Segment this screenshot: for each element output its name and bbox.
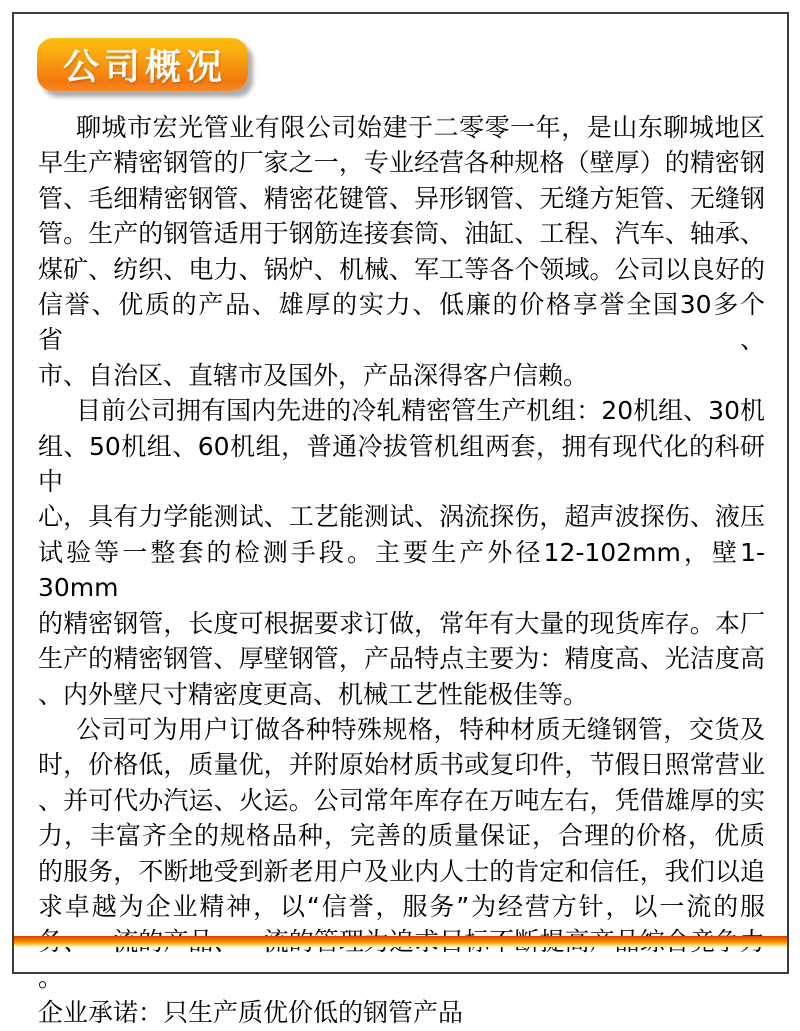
text-line: 力，丰富齐全的规格品种，完善的质量保证，合理的价格，优质 [38,821,765,851]
text-line: 组、50机组、60机组，普通冷拔管机组两套，拥有现代化的科研中 [38,431,765,497]
text-line: 早生产精密钢管的厂家之一，专业经营各种规格（壁厚）的精密钢 [38,148,765,178]
text-line: 时，价格低，质量优，并附原始材质书或复印件，节假日照常营业 [38,750,765,780]
text-line: 的精密钢管，长度可根据要求订做，常年有大量的现货库存。本厂 [38,608,765,638]
text-line: 煤矿、纺织、电力、锅炉、机械、军工等各个领域。公司以良好的 [38,254,765,284]
page-frame [12,12,789,1028]
promise-line: 企业承诺：只生产质优价低的钢管产品 [38,998,464,1028]
text-line: 管。生产的钢管适用于钢筋连接套筒、油缸、工程、汽车、轴承、 [38,219,765,249]
text-line: 管、毛细精密钢管、精密花键管、异形钢管、无缝方矩管、无缝钢 [38,183,765,213]
text-line: 试验等一整套的检测手段。主要生产外径12-102mm，壁1-30mm [38,537,765,603]
section-title: 公司概况 [62,47,227,88]
company-profile-text [38,110,765,1031]
bottom-divider-bar [14,936,787,947]
text-line: 求卓越为企业精神，以“信誉，服务”为经营方针，以一流的服 [38,891,765,921]
text-line: 公司可为用户订做各种特殊规格，特种材质无缝钢管，交货及 [76,714,765,744]
text-line: 、并可代办汽运、火运。公司常年库存在万吨左右，凭借雄厚的实 [38,785,765,815]
section-header-badge [37,38,248,91]
text-line: 。 [38,962,64,992]
text-line: 聊城市宏光管业有限公司始建于二零零一年，是山东聊城地区 [76,113,765,142]
text-line: 、内外壁尺寸精密度更高、机械工艺性能极佳等。 [38,679,589,709]
text-line: 目前公司拥有国内先进的冷轧精密管生产机组：20机组、30机 [76,396,765,426]
text-line: 心，具有力学能测试、工艺能测试、涡流探伤，超声波探伤、液压 [38,502,765,532]
text-line: 市、自治区、直辖市及国外，产品深得客户信赖。 [38,360,589,390]
text-line: 生产的精密钢管、厚壁钢管，产品特点主要为：精度高、光洁度高 [38,644,765,674]
text-line: 信誉、优质的产品、雄厚的实力、低廉的价格享誉全国30多个省、 [38,290,765,355]
body-text [38,110,765,995]
text-line: 的服务，不断地受到新老用户及业内人士的肯定和信任，我们以追 [38,856,765,886]
